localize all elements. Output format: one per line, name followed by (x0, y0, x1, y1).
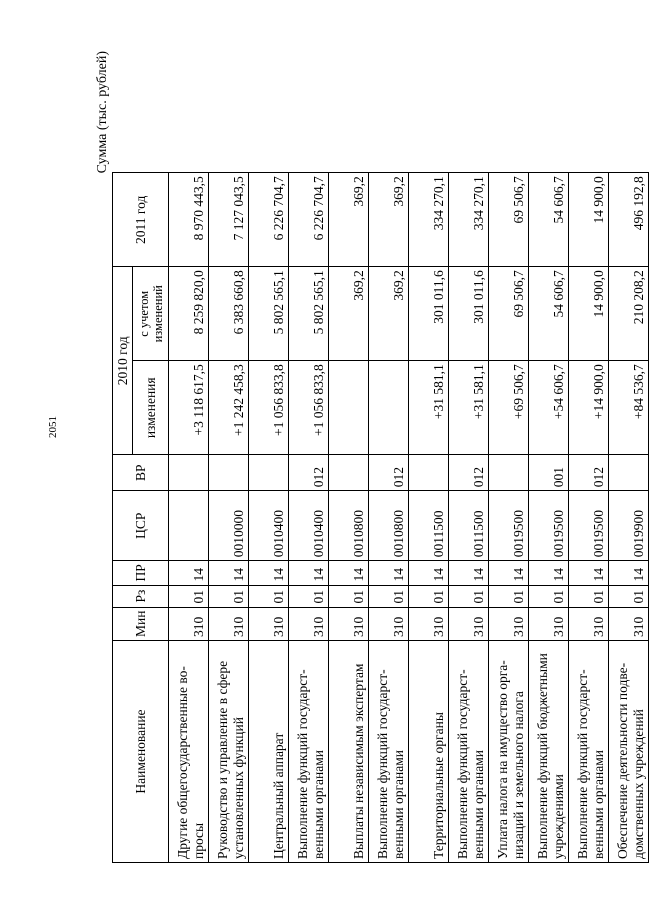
cell-with-changes: 369,2 (329, 267, 369, 361)
cell-2011: 7 127 043,5 (209, 173, 249, 267)
cell-pr: 14 (529, 561, 569, 585)
cell-csr (169, 491, 209, 561)
cell-vr (249, 455, 289, 491)
cell-changes: +54 606,7 (529, 361, 569, 455)
cell-rz: 01 (209, 585, 249, 607)
cell-with-changes: 69 506,7 (489, 267, 529, 361)
table-row (209, 173, 249, 863)
cell-with-changes: 301 011,6 (409, 267, 449, 361)
cell-2011: 8 970 443,5 (169, 173, 209, 267)
header-year-2010: 2010 год (113, 267, 133, 455)
cell-min: 310 (369, 607, 409, 640)
cell-name: Выплаты независимым экспертам (329, 641, 369, 863)
cell-with-changes: 54 606,7 (529, 267, 569, 361)
header-vr: ВР (113, 455, 169, 491)
cell-name: Другие общегосударственные во-просы (169, 641, 209, 863)
cell-csr: 0019500 (489, 491, 529, 561)
cell-rz: 01 (489, 585, 529, 607)
cell-2011: 369,2 (329, 173, 369, 267)
cell-pr: 14 (609, 561, 649, 585)
cell-pr: 14 (249, 561, 289, 585)
table-row (329, 173, 369, 863)
cell-min: 310 (409, 607, 449, 640)
cell-pr: 14 (209, 561, 249, 585)
cell-2011: 69 506,7 (489, 173, 529, 267)
cell-name: Территориальные органы (409, 641, 449, 863)
cell-name: Руководство и управление в сфере установленных функций (209, 641, 249, 863)
cell-changes: +69 506,7 (489, 361, 529, 455)
cell-with-changes: 5 802 565,1 (289, 267, 329, 361)
cell-2011: 14 900,0 (569, 173, 609, 267)
table-header (113, 173, 169, 863)
cell-vr: 012 (449, 455, 489, 491)
cell-min: 310 (289, 607, 329, 640)
header-year-2011: 2011 год (113, 173, 169, 267)
cell-pr: 14 (369, 561, 409, 585)
cell-pr: 14 (169, 561, 209, 585)
cell-min: 310 (169, 607, 209, 640)
cell-csr: 0010400 (249, 491, 289, 561)
cell-min: 310 (249, 607, 289, 640)
table-row (169, 173, 209, 863)
cell-with-changes: 6 383 660,8 (209, 267, 249, 361)
header-pr: ПР (113, 561, 169, 585)
cell-vr (329, 455, 369, 491)
cell-changes: +31 581,1 (409, 361, 449, 455)
cell-name: Выполнение функций бюджетными учреждениями (529, 641, 569, 863)
cell-vr: 001 (529, 455, 569, 491)
cell-rz: 01 (529, 585, 569, 607)
cell-rz: 01 (169, 585, 209, 607)
header-rz: Рз (113, 585, 169, 607)
cell-2011: 6 226 704,7 (289, 173, 329, 267)
cell-with-changes: 14 900,0 (569, 267, 609, 361)
table-row (529, 173, 569, 863)
cell-csr: 0019500 (569, 491, 609, 561)
cell-2011: 334 270,1 (449, 173, 489, 267)
cell-csr: 0010400 (289, 491, 329, 561)
cell-name: Центральный аппарат (249, 641, 289, 863)
cell-pr: 14 (329, 561, 369, 585)
cell-pr: 14 (569, 561, 609, 585)
cell-with-changes: 5 802 565,1 (249, 267, 289, 361)
cell-2011: 369,2 (369, 173, 409, 267)
cell-changes: +84 536,7 (609, 361, 649, 455)
cell-rz: 01 (249, 585, 289, 607)
unit-caption: Сумма (тыс. рублей) (95, 51, 110, 174)
table-row (409, 173, 449, 863)
header-min: Мин (113, 607, 169, 640)
table-row (289, 173, 329, 863)
cell-rz: 01 (289, 585, 329, 607)
cell-2011: 6 226 704,7 (249, 173, 289, 267)
cell-rz: 01 (409, 585, 449, 607)
cell-name: Выполнение функций государст-венными органами (289, 641, 329, 863)
cell-rz: 01 (329, 585, 369, 607)
cell-changes: +14 900,0 (569, 361, 609, 455)
cell-changes: +1 056 833,8 (289, 361, 329, 455)
table-row (609, 173, 649, 863)
page-number: 2051 (47, 416, 59, 438)
cell-min: 310 (449, 607, 489, 640)
cell-pr: 14 (409, 561, 449, 585)
cell-min: 310 (609, 607, 649, 640)
rotated-budget-page (95, 43, 646, 863)
cell-rz: 01 (569, 585, 609, 607)
cell-changes: +1 242 458,3 (209, 361, 249, 455)
cell-min: 310 (569, 607, 609, 640)
cell-csr: 0010800 (329, 491, 369, 561)
cell-csr: 0019900 (609, 491, 649, 561)
cell-csr: 0019500 (529, 491, 569, 561)
cell-min: 310 (329, 607, 369, 640)
cell-pr: 14 (489, 561, 529, 585)
cell-csr: 0011500 (409, 491, 449, 561)
header-with-changes: с учетом изменений (133, 267, 169, 361)
cell-rz: 01 (609, 585, 649, 607)
cell-rz: 01 (369, 585, 409, 607)
cell-with-changes: 301 011,6 (449, 267, 489, 361)
cell-vr: 012 (289, 455, 329, 491)
cell-vr (609, 455, 649, 491)
header-name: Наименование (113, 641, 169, 863)
cell-csr: 0010800 (369, 491, 409, 561)
cell-changes: +1 056 833,8 (249, 361, 289, 455)
cell-vr: 012 (569, 455, 609, 491)
cell-changes: +3 118 617,5 (169, 361, 209, 455)
cell-changes (369, 361, 409, 455)
cell-with-changes: 369,2 (369, 267, 409, 361)
cell-min: 310 (529, 607, 569, 640)
table-row (449, 173, 489, 863)
cell-name: Выполнение функций государст-венными органами (449, 641, 489, 863)
cell-name: Выполнение функций государст-венными органами (369, 641, 409, 863)
cell-with-changes: 8 259 820,0 (169, 267, 209, 361)
cell-name: Уплата налога на имущество орга-низаций и земельного налога (489, 641, 529, 863)
cell-csr: 0011500 (449, 491, 489, 561)
cell-changes (329, 361, 369, 455)
table-body (169, 173, 649, 863)
cell-2011: 334 270,1 (409, 173, 449, 267)
cell-pr: 14 (289, 561, 329, 585)
cell-rz: 01 (449, 585, 489, 607)
header-csr: ЦСР (113, 491, 169, 561)
table-row (489, 173, 529, 863)
cell-vr (409, 455, 449, 491)
cell-vr (489, 455, 529, 491)
cell-name: Обеспечение деятельности подве-домственных учреждений (609, 641, 649, 863)
budget-table (112, 172, 649, 863)
cell-csr: 0010000 (209, 491, 249, 561)
cell-2011: 496 192,8 (609, 173, 649, 267)
table-row (569, 173, 609, 863)
cell-2011: 54 606,7 (529, 173, 569, 267)
cell-vr (209, 455, 249, 491)
cell-pr: 14 (449, 561, 489, 585)
header-changes: изменения (133, 361, 169, 455)
cell-vr: 012 (369, 455, 409, 491)
cell-with-changes: 210 208,2 (609, 267, 649, 361)
table-row (249, 173, 289, 863)
cell-vr (169, 455, 209, 491)
cell-changes: +31 581,1 (449, 361, 489, 455)
cell-min: 310 (489, 607, 529, 640)
cell-name: Выполнение функций государст-венными органами (569, 641, 609, 863)
cell-min: 310 (209, 607, 249, 640)
table-row (369, 173, 409, 863)
